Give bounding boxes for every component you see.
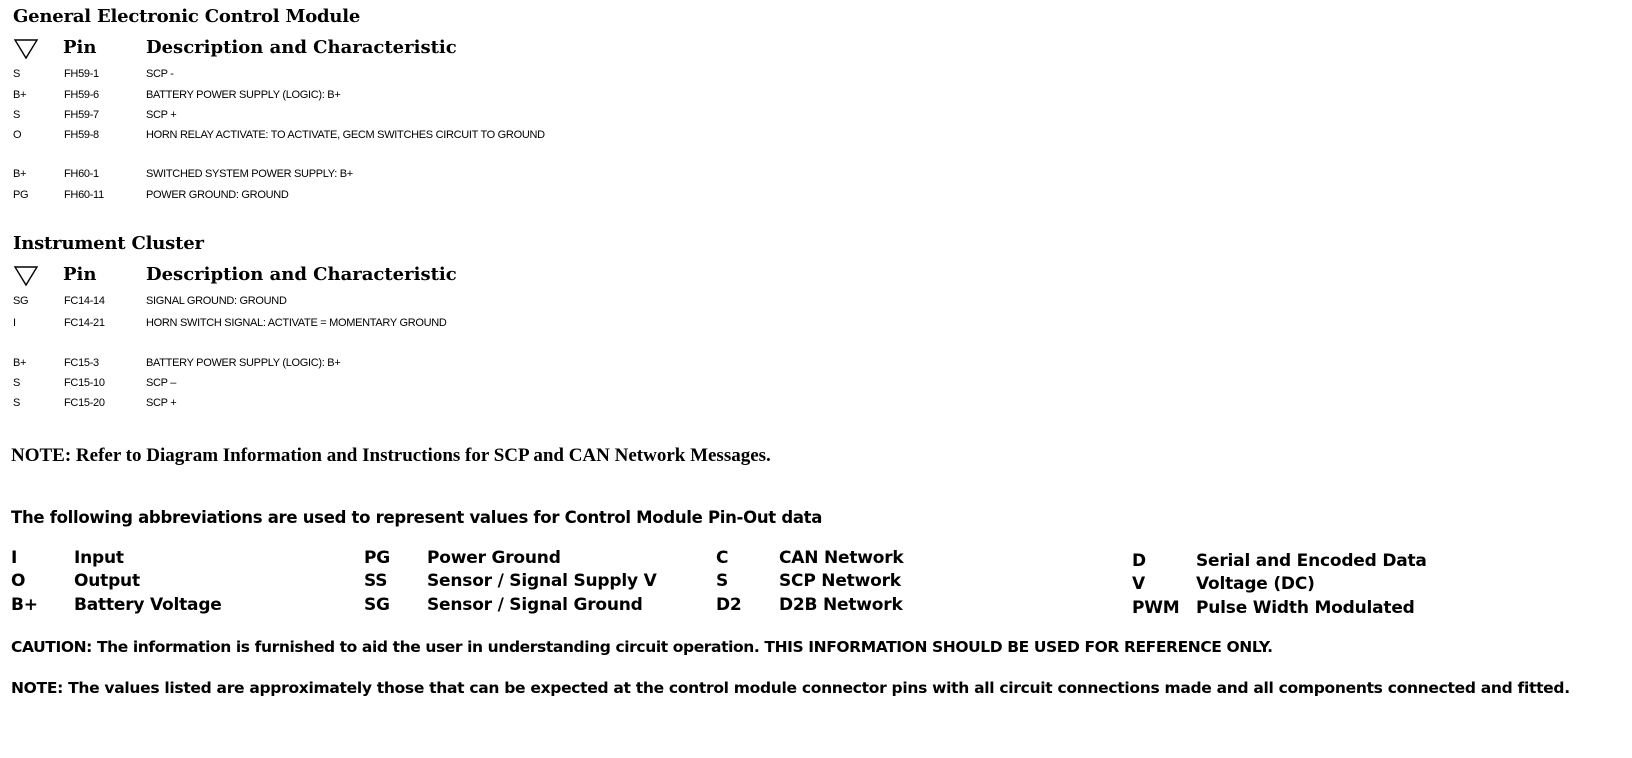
pin-description: SWITCHED SYSTEM POWER SUPPLY: B+ — [146, 168, 353, 180]
table-row — [13, 189, 913, 203]
network-note: NOTE: Refer to Diagram Information and Instructions for SCP and CAN Network Messages. — [11, 445, 771, 466]
pin-description: BATTERY POWER SUPPLY (LOGIC): B+ — [146, 357, 341, 369]
pin-type: I — [13, 317, 16, 329]
cluster-section-title: Instrument Cluster — [13, 233, 204, 254]
pin-id: FC15-20 — [64, 397, 105, 409]
abbr-meaning: Output — [74, 571, 140, 591]
abbr-code: O — [11, 571, 26, 591]
pin-id: FH59-6 — [64, 89, 99, 101]
pin-description: SCP + — [146, 397, 177, 409]
table-row — [13, 109, 913, 123]
abbr-meaning: Pulse Width Modulated — [1196, 598, 1415, 618]
abbr-code: I — [11, 548, 18, 568]
abbr-code: D2 — [716, 595, 742, 615]
cluster-header-desc: Description and Characteristic — [146, 264, 457, 285]
abbr-meaning: CAN Network — [779, 548, 904, 568]
abbr-meaning: SCP Network — [779, 571, 901, 591]
pin-type: S — [13, 377, 21, 389]
pin-description: HORN SWITCH SIGNAL: ACTIVATE = MOMENTARY GROUND — [146, 317, 447, 329]
pin-description: SCP - — [146, 68, 174, 80]
abbr-meaning: Serial and Encoded Data — [1196, 551, 1427, 571]
abbr-meaning: Sensor / Signal Ground — [427, 595, 643, 615]
pin-type: O — [13, 129, 22, 141]
abbr-code: PWM — [1132, 598, 1180, 618]
abbr-meaning: Sensor / Signal Supply V — [427, 571, 657, 591]
abbr-code: S — [716, 571, 729, 591]
abbr-code: SS — [364, 571, 388, 591]
pin-description: HORN RELAY ACTIVATE: TO ACTIVATE, GECM SWITCHES CIRCUIT TO GROUND — [146, 129, 545, 141]
table-row — [13, 68, 913, 82]
abbr-meaning: Power Ground — [427, 548, 561, 568]
gecm-header-desc: Description and Characteristic — [146, 37, 457, 58]
pin-description: SIGNAL GROUND: GROUND — [146, 295, 287, 307]
pin-type: S — [13, 109, 21, 121]
abbreviations-intro: The following abbreviations are used to represent values for Control Module Pin-Out data — [11, 508, 823, 527]
table-row — [13, 168, 913, 182]
table-row — [13, 89, 913, 103]
abbr-code: B+ — [11, 595, 38, 615]
pin-id: FH60-1 — [64, 168, 99, 180]
pin-description: SCP – — [146, 377, 177, 389]
abbr-meaning: Input — [74, 548, 124, 568]
abbr-code: C — [716, 548, 729, 568]
pin-id: FC15-10 — [64, 377, 105, 389]
pin-id: FH59-8 — [64, 129, 99, 141]
pin-description: BATTERY POWER SUPPLY (LOGIC): B+ — [146, 89, 341, 101]
pin-type: B+ — [13, 89, 27, 101]
pin-id: FC14-21 — [64, 317, 105, 329]
abbr-meaning: D2B Network — [779, 595, 903, 615]
abbr-code: D — [1132, 551, 1146, 571]
pin-description: POWER GROUND: GROUND — [146, 189, 289, 201]
pin-type: B+ — [13, 357, 27, 369]
pin-type: PG — [13, 189, 29, 201]
cluster-header-pin: Pin — [63, 264, 97, 285]
table-row — [13, 317, 913, 331]
gecm-section-title: General Electronic Control Module — [13, 6, 361, 27]
caution-note: CAUTION: The information is furnished to aid the user in understanding circuit operation. THIS INFORMATION SHOULD BE USED FOR REFERENCE ONLY. — [11, 638, 1273, 656]
pin-id: FH59-1 — [64, 68, 99, 80]
pin-id: FH60-11 — [64, 189, 104, 201]
table-row — [13, 397, 913, 411]
pin-type: S — [13, 397, 21, 409]
pin-id: FC15-3 — [64, 357, 99, 369]
inverted-triangle-icon — [13, 37, 39, 61]
gecm-table-header — [13, 37, 813, 63]
abbr-code: V — [1132, 574, 1145, 594]
table-row — [13, 295, 913, 309]
abbr-code: SG — [364, 595, 390, 615]
pin-type: B+ — [13, 168, 27, 180]
gecm-header-pin: Pin — [63, 37, 97, 58]
abbr-meaning: Battery Voltage — [74, 595, 222, 615]
pin-id: FH59-7 — [64, 109, 99, 121]
table-row — [13, 377, 913, 391]
table-row — [13, 357, 913, 371]
pin-id: FC14-14 — [64, 295, 105, 307]
pin-type: SG — [13, 295, 29, 307]
inverted-triangle-icon — [13, 264, 39, 288]
pin-type: S — [13, 68, 21, 80]
table-row — [13, 129, 913, 143]
abbr-code: PG — [364, 548, 391, 568]
cluster-table-header — [13, 264, 813, 290]
values-note: NOTE: The values listed are approximately those that can be expected at the control module connector pins with all circuit connections made and all components connected and fitted. — [11, 679, 1570, 697]
abbr-meaning: Voltage (DC) — [1196, 574, 1315, 594]
pin-description: SCP + — [146, 109, 177, 121]
